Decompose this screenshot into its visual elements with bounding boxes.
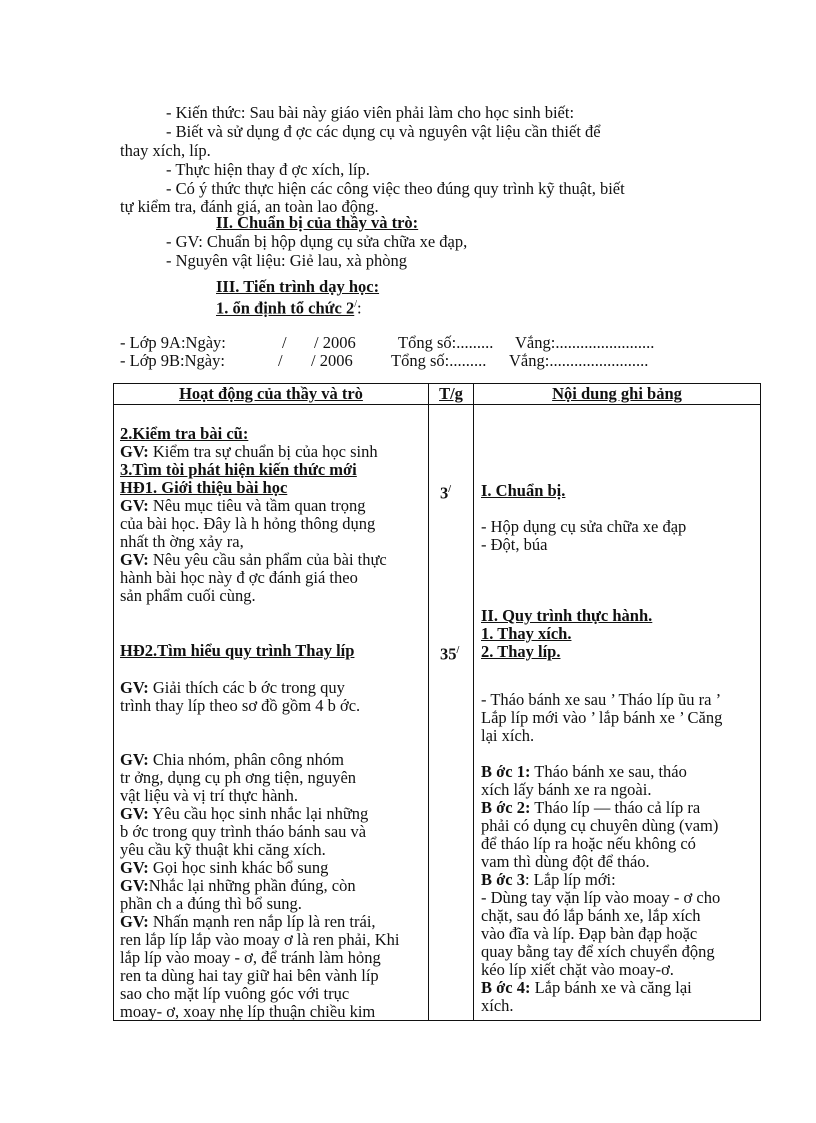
step-4-a-text: Lắp bánh xe và căng lại bbox=[530, 978, 692, 997]
step-2-b: phải có dụng cụ chuyên dùng (vam) bbox=[481, 816, 719, 835]
content-column-prep-items bbox=[481, 518, 757, 554]
class-9b-absent: Vắng:........................ bbox=[509, 351, 649, 370]
hd1-p2-a-text: Nêu yêu cầu sản phẩm của bài thực bbox=[148, 550, 387, 569]
hd2-p4-c: vật liệu và vị trí thực hành. bbox=[120, 786, 299, 805]
hd2-p8-a-text: Nhấn mạnh ren nắp líp là ren trái, bbox=[148, 912, 376, 931]
class-9a-date-sep: / bbox=[282, 333, 287, 352]
hd2-p8-d: ren ta dùng hai tay giữ hai bên vành líp bbox=[120, 966, 379, 985]
step-1-a-text: Tháo bánh xe sau, tháo bbox=[530, 762, 687, 781]
gv-label: GV: bbox=[120, 750, 149, 769]
hd2-p7-a-text: Nhắc lại những phần đúng, còn bbox=[148, 876, 356, 895]
step-1-b: xích lấy bánh xe ra ngoài. bbox=[481, 780, 652, 799]
section-3-sub-sup: / bbox=[354, 299, 358, 310]
step-3-tail: : Lắp líp mới: bbox=[524, 870, 616, 889]
hd2-p5-a bbox=[120, 805, 426, 823]
hd2-p7-a bbox=[120, 877, 426, 895]
time-hd1-value: 3 bbox=[440, 483, 449, 503]
activity-column-hd2 bbox=[120, 679, 426, 715]
class-9a-label: - Lớp 9A:Ngày: bbox=[120, 333, 226, 352]
check-text: Kiểm tra sự chuẩn bị của học sinh bbox=[148, 442, 378, 461]
heading-chain: 1. Thay xích. bbox=[481, 624, 572, 643]
gv-label: GV: bbox=[120, 550, 149, 569]
time-hd2-value: 35 bbox=[440, 644, 457, 664]
header-activity: Hoạt động của thầy và trò bbox=[179, 384, 363, 403]
intro-line-6: tự kiểm tra, đánh giá, an toàn lao động. bbox=[120, 197, 379, 216]
step-3-a: - Dùng tay vặn líp vào moay - ơ cho bbox=[481, 888, 721, 907]
step-3-e: kéo líp xiết chặt vào moay-ơ. bbox=[481, 960, 674, 979]
hd2-p3-a bbox=[120, 679, 426, 697]
hd2-p3-b: trình thay líp theo sơ đồ gồm 4 b ớc. bbox=[120, 696, 361, 715]
step-3-b: chặt, sau đó lắp bánh xe, lắp xích bbox=[481, 906, 701, 925]
section-3-sub-tail: : bbox=[357, 298, 362, 318]
heading-prep: I. Chuẩn bị. bbox=[481, 481, 566, 500]
gv-label: GV: bbox=[120, 804, 149, 823]
step-3-label: B ớc 3 bbox=[481, 870, 525, 889]
hd2-p8-f: moay- ơ, xoay nhẹ líp thuận chiều kim bbox=[120, 1002, 376, 1021]
heading-new-knowledge: 3.Tìm tòi phát hiện kiến thức mới bbox=[120, 460, 357, 479]
hd2-p8-b: ren lắp líp lắp vào moay ơ là ren phải, Khi bbox=[120, 930, 400, 949]
step-2-d: vam thì dùng đột để tháo. bbox=[481, 852, 650, 871]
class-9b-year: / 2006 bbox=[311, 351, 353, 370]
heading-hd1: HĐ1. Giới thiệu bài học bbox=[120, 478, 288, 497]
time-hd2 bbox=[440, 642, 459, 664]
hd2-p5-c: yêu cầu kỹ thuật khi căng xích. bbox=[120, 840, 326, 859]
hd2-p4-a-text: Chia nhóm, phân công nhóm bbox=[148, 750, 344, 769]
step-2-c: để tháo líp ra hoặc nếu không có bbox=[481, 834, 696, 853]
gv-label: GV: bbox=[120, 858, 149, 877]
flow-line-1: - Tháo bánh xe sau ’ Tháo líp ũu ra ’ bbox=[481, 690, 722, 709]
check-line bbox=[120, 443, 426, 461]
heading-sprocket: 2. Thay líp. bbox=[481, 642, 561, 661]
class-9b-date-sep: / bbox=[278, 351, 283, 370]
step-4-b: xích. bbox=[481, 996, 514, 1015]
section-3-sub-text: 1. ổn định tổ chức 2 bbox=[216, 298, 355, 318]
step-2-label: B ớc 2: bbox=[481, 798, 531, 817]
class-9a-absent: Vắng:........................ bbox=[515, 333, 655, 352]
time-hd1 bbox=[440, 481, 451, 503]
activity-column-hd2-heading bbox=[120, 642, 426, 660]
heading-hd2: HĐ2.Tìm hiểu quy trình Thay líp bbox=[120, 641, 355, 660]
step-4-label: B ớc 4: bbox=[481, 978, 531, 997]
prep-item-1: - Hộp dụng cụ sửa chữa xe đạp bbox=[481, 517, 687, 536]
class-9b-label: - Lớp 9B:Ngày: bbox=[120, 351, 225, 370]
table-divider-left bbox=[428, 383, 429, 1021]
header-time: T/g bbox=[439, 384, 463, 403]
hd2-p8-e: sao cho mặt líp vuông góc với trục bbox=[120, 984, 350, 1003]
hd2-p8-a bbox=[120, 913, 426, 931]
step-3-d: quay bằng tay để xích chuyển động bbox=[481, 942, 715, 961]
time-hd1-sup: / bbox=[448, 484, 452, 495]
hd2-p7-b: phần ch a đúng thì bổ sung. bbox=[120, 894, 302, 913]
time-hd2-sup: / bbox=[456, 645, 460, 656]
section-2-line-2: - Nguyên vật liệu: Giẻ lau, xà phòng bbox=[166, 251, 408, 270]
class-9b-total: Tổng số:......... bbox=[391, 351, 487, 370]
step-1-a bbox=[481, 763, 757, 781]
section-3-sub bbox=[216, 296, 362, 318]
step-3-heading bbox=[481, 871, 757, 889]
content-column-flow bbox=[481, 691, 757, 745]
gv-label: GV: bbox=[120, 442, 149, 461]
heading-procedure: II. Quy trình thực hành. bbox=[481, 606, 653, 625]
hd2-p6 bbox=[120, 859, 426, 877]
hd1-p1-a-text: Nêu mục tiêu và tầm quan trọng bbox=[148, 496, 366, 515]
hd1-p2-b: hành bài học này đ ợc đánh giá theo bbox=[120, 568, 358, 587]
gv-label: GV: bbox=[120, 876, 149, 895]
hd1-p2-c: sản phẩm cuối cùng. bbox=[120, 586, 256, 605]
step-4-a bbox=[481, 979, 757, 997]
content-column-prep bbox=[481, 482, 757, 500]
hd2-p4-a bbox=[120, 751, 426, 769]
gv-label: GV: bbox=[120, 678, 149, 697]
content-column-procedure bbox=[481, 607, 757, 661]
hd2-p8-c: lắp líp vào moay - ơ, để tránh làm hỏng bbox=[120, 948, 381, 967]
activity-column-hd2-tasks bbox=[120, 751, 426, 1021]
intro-line-1: - Kiến thức: Sau bài này giáo viên phải làm cho học sinh biết: bbox=[166, 103, 575, 122]
table-header-rule bbox=[113, 404, 761, 405]
content-column-steps bbox=[481, 763, 757, 1015]
step-2-a bbox=[481, 799, 757, 817]
intro-line-4: - Thực hiện thay đ ợc xích, líp. bbox=[166, 160, 370, 179]
flow-line-2: Lắp líp mới vào ’ lắp bánh xe ’ Căng bbox=[481, 708, 723, 727]
hd2-p5-a-text: Yêu cầu học sinh nhắc lại những bbox=[148, 804, 369, 823]
header-content: Nội dung ghi bảng bbox=[552, 384, 682, 403]
step-2-a-text: Tháo líp — tháo cả líp ra bbox=[530, 798, 701, 817]
class-9a-year: / 2006 bbox=[314, 333, 356, 352]
intro-line-3: thay xích, líp. bbox=[120, 141, 211, 160]
flow-line-3: lại xích. bbox=[481, 726, 535, 745]
section-2-heading: II. Chuẩn bị của thầy và trò: bbox=[216, 213, 419, 232]
intro-line-2: - Biết và sử dụng đ ợc các dụng cụ và nguyên vật liệu cần thiết để bbox=[166, 122, 601, 141]
hd2-p4-b: tr ởng, dụng cụ ph ơng tiện, nguyên bbox=[120, 768, 357, 787]
class-9a-total: Tổng số:......... bbox=[398, 333, 494, 352]
gv-label: GV: bbox=[120, 912, 149, 931]
hd1-p1-c: nhất th ờng xảy ra, bbox=[120, 532, 244, 551]
gv-label: GV: bbox=[120, 496, 149, 515]
step-3-c: vào đĩa và líp. Đạp bàn đạp hoặc bbox=[481, 924, 698, 943]
intro-line-5: - Có ý thức thực hiện các công việc theo đúng quy trình kỹ thuật, biết bbox=[166, 179, 625, 198]
prep-item-2: - Đột, búa bbox=[481, 535, 548, 554]
table-divider-right bbox=[473, 383, 474, 1021]
hd2-p5-b: b ớc trong quy trình tháo bánh sau và bbox=[120, 822, 367, 841]
heading-check-old-lesson: 2.Kiểm tra bài cũ: bbox=[120, 424, 249, 443]
activity-column bbox=[120, 425, 426, 605]
section-3-heading: III. Tiến trình dạy học: bbox=[216, 277, 380, 296]
section-2-line-1: - GV: Chuẩn bị hộp dụng cụ sửa chữa xe đạp, bbox=[166, 232, 468, 251]
hd2-p6-text: Gọi học sinh khác bổ sung bbox=[148, 858, 329, 877]
hd1-p2-a bbox=[120, 551, 426, 569]
hd1-p1-b: của bài học. Đây là h hỏng thông dụng bbox=[120, 514, 376, 533]
step-1-label: B ớc 1: bbox=[481, 762, 531, 781]
hd1-p1-a bbox=[120, 497, 426, 515]
hd2-p3-a-text: Giải thích các b ớc trong quy bbox=[148, 678, 345, 697]
